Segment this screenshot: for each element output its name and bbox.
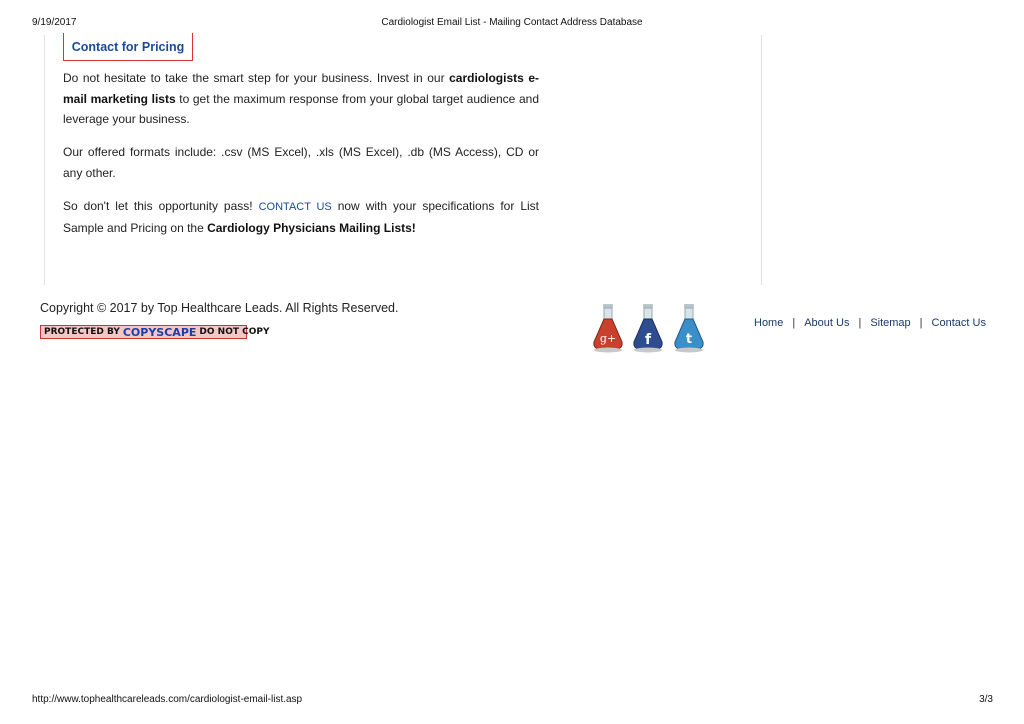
print-date: 9/19/2017 — [32, 17, 77, 28]
svg-text:g+: g+ — [599, 332, 617, 345]
intro-text-start: Do not hesitate to take the smart step for your business. Invest in our — [63, 71, 450, 85]
copyscape-badge[interactable] — [40, 325, 270, 339]
svg-text:t: t — [685, 332, 693, 347]
print-header — [0, 17, 1024, 31]
nav-separator: | — [919, 317, 923, 329]
intro-bold-phrase: cardiologists e-mail marketing lists — [63, 71, 539, 106]
twitter-icon[interactable] — [672, 302, 706, 354]
print-url: http://www.tophealthcareleads.com/cardiologist-email-list.asp — [32, 694, 303, 705]
copyscape-suffix: DO NOT COPY — [199, 327, 270, 337]
google-plus-icon[interactable] — [591, 302, 625, 354]
nav-separator: | — [858, 317, 862, 329]
contact-for-pricing-button[interactable]: Contact for Pricing — [63, 33, 193, 61]
print-page-number: 3/3 — [979, 694, 993, 705]
copyright-text: Copyright © 2017 by Top Healthcare Leads. All Rights Reserved. — [40, 301, 399, 315]
cta-bold-phrase: Cardiology Physicians Mailing Lists! — [207, 220, 416, 235]
copyscape-brand: COPYSCAPE — [122, 325, 197, 339]
facebook-icon[interactable] — [631, 302, 665, 354]
nav-separator: | — [792, 317, 796, 329]
footer-link-about-us[interactable]: About Us — [804, 317, 850, 329]
footer-nav — [754, 317, 986, 329]
copyscape-prefix: PROTECTED BY — [44, 327, 120, 337]
contact-us-inline-link[interactable]: CONTACT US — [258, 201, 332, 213]
svg-text:f: f — [644, 332, 652, 348]
footer-link-home[interactable]: Home — [754, 317, 784, 329]
footer-link-sitemap[interactable]: Sitemap — [870, 317, 911, 329]
footer-link-contact-us[interactable]: Contact Us — [931, 317, 986, 329]
cta-text-start: So don't let this opportunity pass! — [63, 199, 259, 213]
intro-text-end: to get the maximum response from your global target audience and leverage your business. — [63, 91, 539, 126]
formats-paragraph: Our offered formats include: .csv (MS Excel), .xls (MS Excel), .db (MS Access), CD or any other. — [63, 145, 539, 180]
cta-paragraph — [63, 196, 539, 238]
intro-paragraph — [63, 68, 539, 130]
print-footer — [0, 694, 1024, 708]
cta-text-middle: now with your specifications for List Sample and Pricing on the — [63, 199, 539, 235]
print-page-title: Cardiologist Email List - Mailing Contact Address Database — [381, 17, 643, 28]
